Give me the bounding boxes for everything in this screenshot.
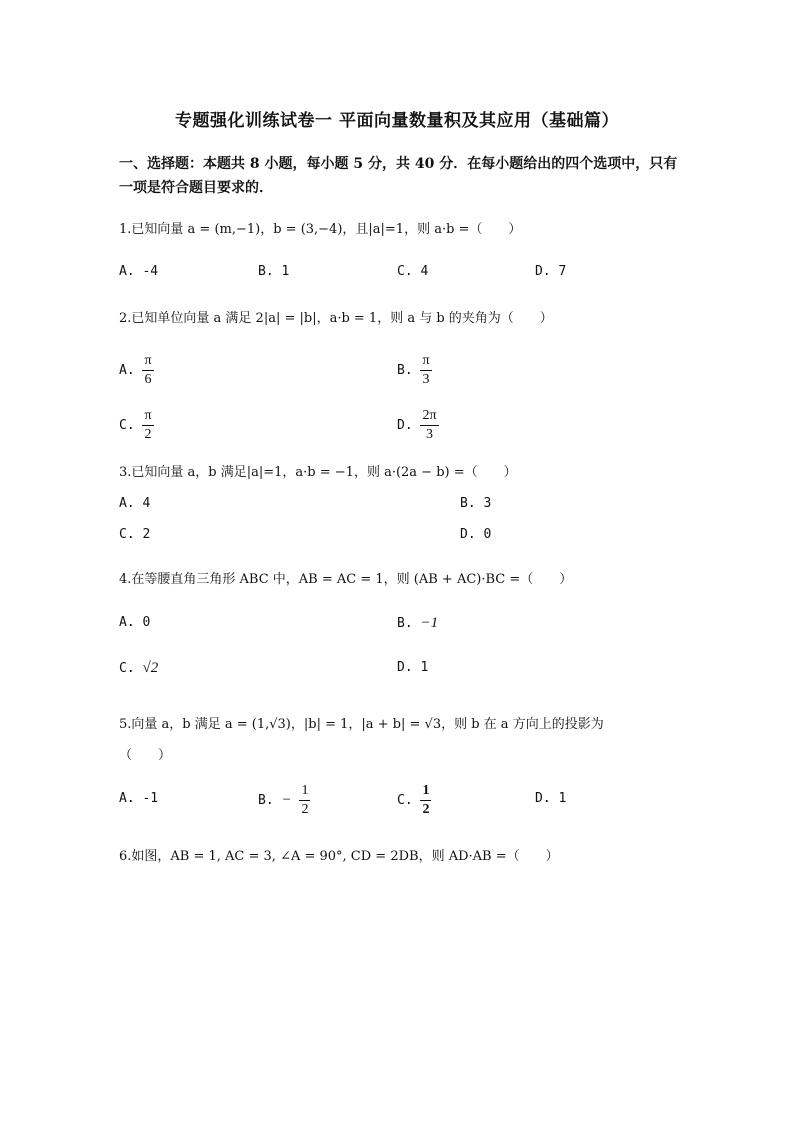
q4-option-d: D. 1 xyxy=(397,660,429,675)
option-label: C. xyxy=(397,793,413,808)
q5-option-d: D. 1 xyxy=(535,791,567,806)
question-6: 6.如图，AB = 1, AC = 3, ∠A = 90°, CD = 2DB，则 AD·AB =（ ） xyxy=(119,849,559,864)
fraction: $\frac{1}{2}$ xyxy=(301,783,309,817)
fraction: $\frac{1}{2}$ xyxy=(422,783,430,817)
q5-option-c xyxy=(397,782,431,819)
question-2: 2.已知单位向量 a 满足 2|a| = |b|，a·b = 1，则 a 与 b 的夹角为（ ） xyxy=(119,311,553,326)
fraction: $\frac{\pi}{6}$ xyxy=(144,353,152,387)
question-4: 4.在等腰直角三角形 ABC 中，AB = AC = 1，则 (AB + AC)·BC =（ ） xyxy=(119,572,573,587)
option-label: D. xyxy=(535,264,551,279)
fraction: $\frac{2\pi}{3}$ xyxy=(422,408,437,442)
fraction: $\frac{\pi}{3}$ xyxy=(422,353,430,387)
option-label: C. xyxy=(397,264,413,279)
q3-option-a: A. 4 xyxy=(119,496,151,511)
minus-sign: − xyxy=(281,792,292,808)
q1-option-c xyxy=(397,264,428,279)
option-label: D. xyxy=(397,418,413,433)
option-value: 1 xyxy=(281,264,290,279)
q4-option-c xyxy=(119,660,158,677)
option-label: B. xyxy=(258,264,274,279)
question-5-paren: （ ） xyxy=(119,748,172,763)
option-label: C. xyxy=(119,418,135,433)
q2-option-b xyxy=(397,352,432,389)
q4-option-b xyxy=(397,615,438,632)
q1-option-a xyxy=(119,264,158,279)
option-value: 4 xyxy=(420,264,429,279)
option-label: A. xyxy=(119,264,135,279)
option-value: √2 xyxy=(142,660,159,676)
option-value: 7 xyxy=(558,264,567,279)
option-label: B. xyxy=(397,616,413,631)
option-label: B. xyxy=(258,793,274,808)
option-value: −1 xyxy=(420,615,439,631)
q4-option-a: A. 0 xyxy=(119,615,151,630)
q5-option-a: A. -1 xyxy=(119,791,159,806)
q2-option-d xyxy=(397,407,439,444)
q3-option-b: B. 3 xyxy=(460,496,492,511)
q5-option-b xyxy=(258,782,310,819)
q3-option-d: D. 0 xyxy=(460,527,492,542)
option-label: B. xyxy=(397,363,413,378)
section-heading: 一、选择题：本题共 8 小题，每小题 5 分，共 40 分．在每小题给出的四个选项中，只有一项是符合题目要求的． xyxy=(119,156,678,196)
option-label: C. xyxy=(119,661,135,676)
option-label: A. xyxy=(119,363,135,378)
q2-option-a xyxy=(119,352,154,389)
question-5: 5.向量 a，b 满足 a = (1,√3)，|b| = 1，|a + b| = √3，则 b 在 a 方向上的投影为 xyxy=(119,717,604,732)
page-title: 专题强化训练试卷一 平面向量数量积及其应用（基础篇） xyxy=(175,111,619,131)
question-3: 3.已知向量 a，b 满足|a|=1，a·b = −1，则 a·(2a − b) =（ ） xyxy=(119,465,517,480)
question-1: 1.已知向量 a = (m,−1)，b = (3,−4)，且|a|=1，则 a·b =（ ） xyxy=(119,222,522,237)
q1-option-d xyxy=(535,264,566,279)
q2-option-c xyxy=(119,407,154,444)
fraction: $\frac{\pi}{2}$ xyxy=(144,408,152,442)
option-value: -4 xyxy=(142,264,159,279)
q1-option-b xyxy=(258,264,289,279)
q3-option-c: C. 2 xyxy=(119,527,151,542)
